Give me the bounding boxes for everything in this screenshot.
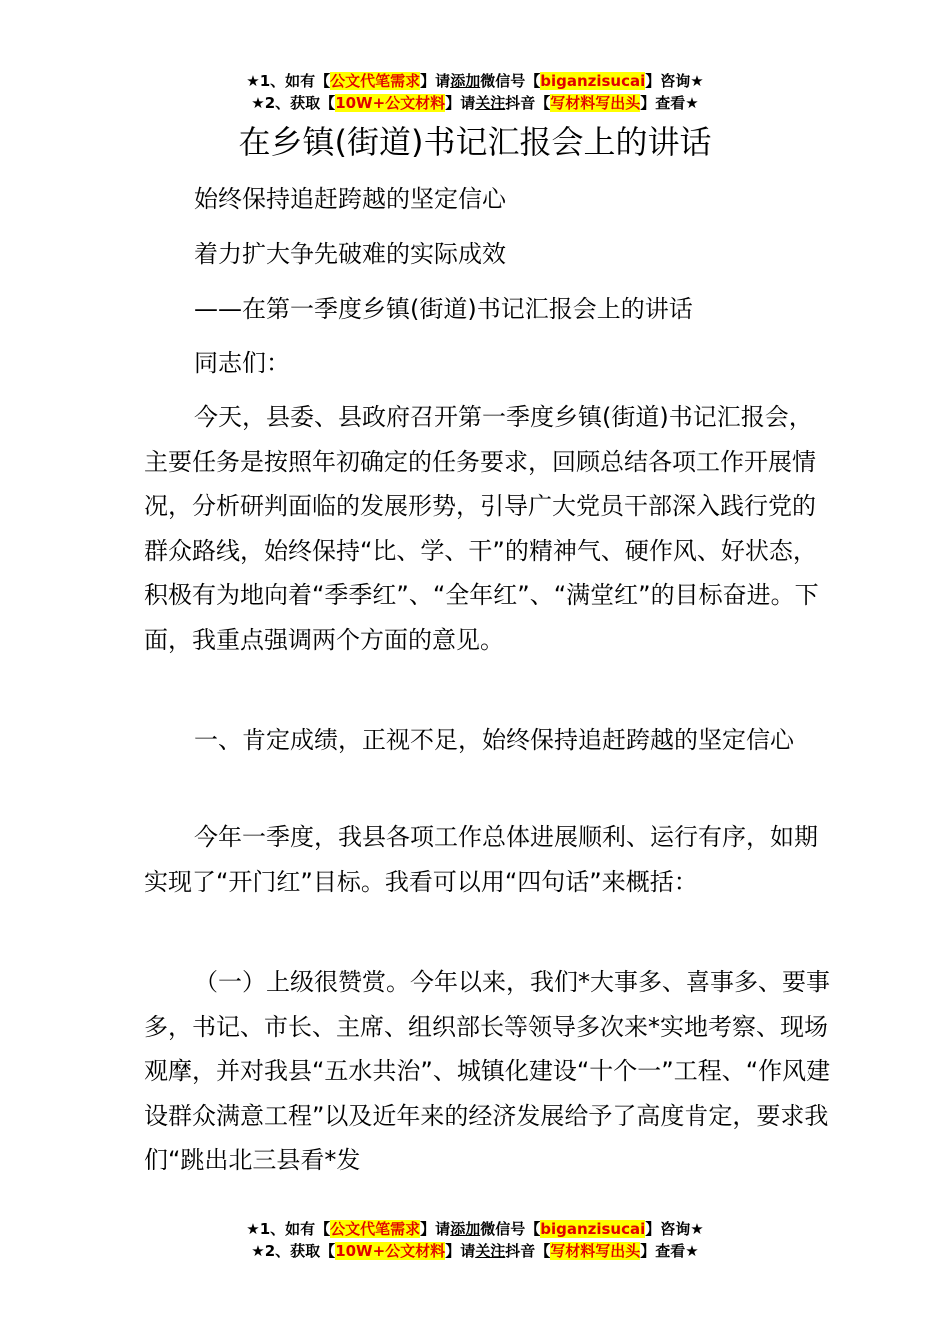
banner-text: 】请 (420, 72, 451, 90)
banner-highlight: 公文代笔需求 (330, 1220, 421, 1238)
banner-text: 微信号【 (480, 72, 541, 90)
banner-douyin-id: 写材料写出头 (550, 1242, 641, 1260)
banner-text: 】咨询★ (645, 1220, 704, 1238)
banner-underline: 关注 (475, 1242, 506, 1260)
subtitle-2: 着力扩大争先破难的实际成效 (194, 240, 506, 268)
banner-underline: 添加 (450, 1220, 481, 1238)
banner-highlight: 10W+公文材料 (335, 1242, 446, 1260)
banner-text: 微信号【 (480, 1220, 541, 1238)
banner-text: 抖音【 (505, 1242, 551, 1260)
banner-line-1 (0, 1218, 950, 1240)
footer-banner (0, 1218, 950, 1262)
paragraph-2: 今年一季度，我县各项工作总体进展顺利、运行有序，如期实现了“开门红”目标。我看可以用“四句话”来概括： (144, 823, 818, 896)
banner-text: 】请 (420, 1220, 451, 1238)
banner-wechat-id: biganzisucai (540, 1220, 646, 1238)
banner-text: 抖音【 (505, 94, 551, 112)
banner-text: 】咨询★ (645, 72, 704, 90)
section-heading-1: 一、肯定成绩，正视不足，始终保持追赶跨越的坚定信心 (194, 726, 794, 754)
banner-douyin-id: 写材料写出头 (550, 94, 641, 112)
banner-highlight: 公文代笔需求 (330, 72, 421, 90)
banner-line-2 (0, 1240, 950, 1262)
banner-text: 】请 (445, 94, 476, 112)
banner-text: ★1、如有【 (246, 72, 331, 90)
banner-line-2 (0, 92, 950, 114)
banner-text: ★1、如有【 (246, 1220, 331, 1238)
subtitle-3: ——在第一季度乡镇(街道)书记汇报会上的讲话 (194, 295, 693, 323)
subtitle-1: 始终保持追赶跨越的坚定信心 (194, 185, 506, 213)
paragraph-1: 今天，县委、县政府召开第一季度乡镇(街道)书记汇报会，主要任务是按照年初确定的任务要求，回顾总结各项工作开展情况，分析研判面临的发展形势，引导广大党员干部深入践行党的群众路线，始终保持“比、学、干”的精神气、硬作风、好状态，积极有为地向着“季季红”、“全年红”、“满堂红”的目标奋进。下面，我重点强调两个方面的意见。 (144, 403, 819, 654)
greeting: 同志们： (194, 349, 290, 377)
banner-underline: 关注 (475, 94, 506, 112)
banner-highlight: 10W+公文材料 (335, 94, 446, 112)
banner-text: ★2、获取【 (251, 94, 336, 112)
banner-text: ★2、获取【 (251, 1242, 336, 1260)
banner-line-1 (0, 70, 950, 92)
banner-text: 】请 (445, 1242, 476, 1260)
banner-wechat-id: biganzisucai (540, 72, 646, 90)
banner-underline: 添加 (450, 72, 481, 90)
header-banner (0, 70, 950, 114)
banner-text: 】查看★ (640, 94, 699, 112)
page-title: 在乡镇(街道)书记汇报会上的讲话 (238, 123, 712, 161)
paragraph-3: （一）上级很赞赏。今年以来，我们*大事多、喜事多、要事多，书记、市长、主席、组织部长等领导多次来*实地考察、现场观摩，并对我县“五水共治”、城镇化建设“十个一”工程、“作风建设群众满意工程”以及近年来的经济发展给予了高度肯定，要求我们“跳出北三县看*发 (144, 968, 831, 1174)
banner-text: 】查看★ (640, 1242, 699, 1260)
